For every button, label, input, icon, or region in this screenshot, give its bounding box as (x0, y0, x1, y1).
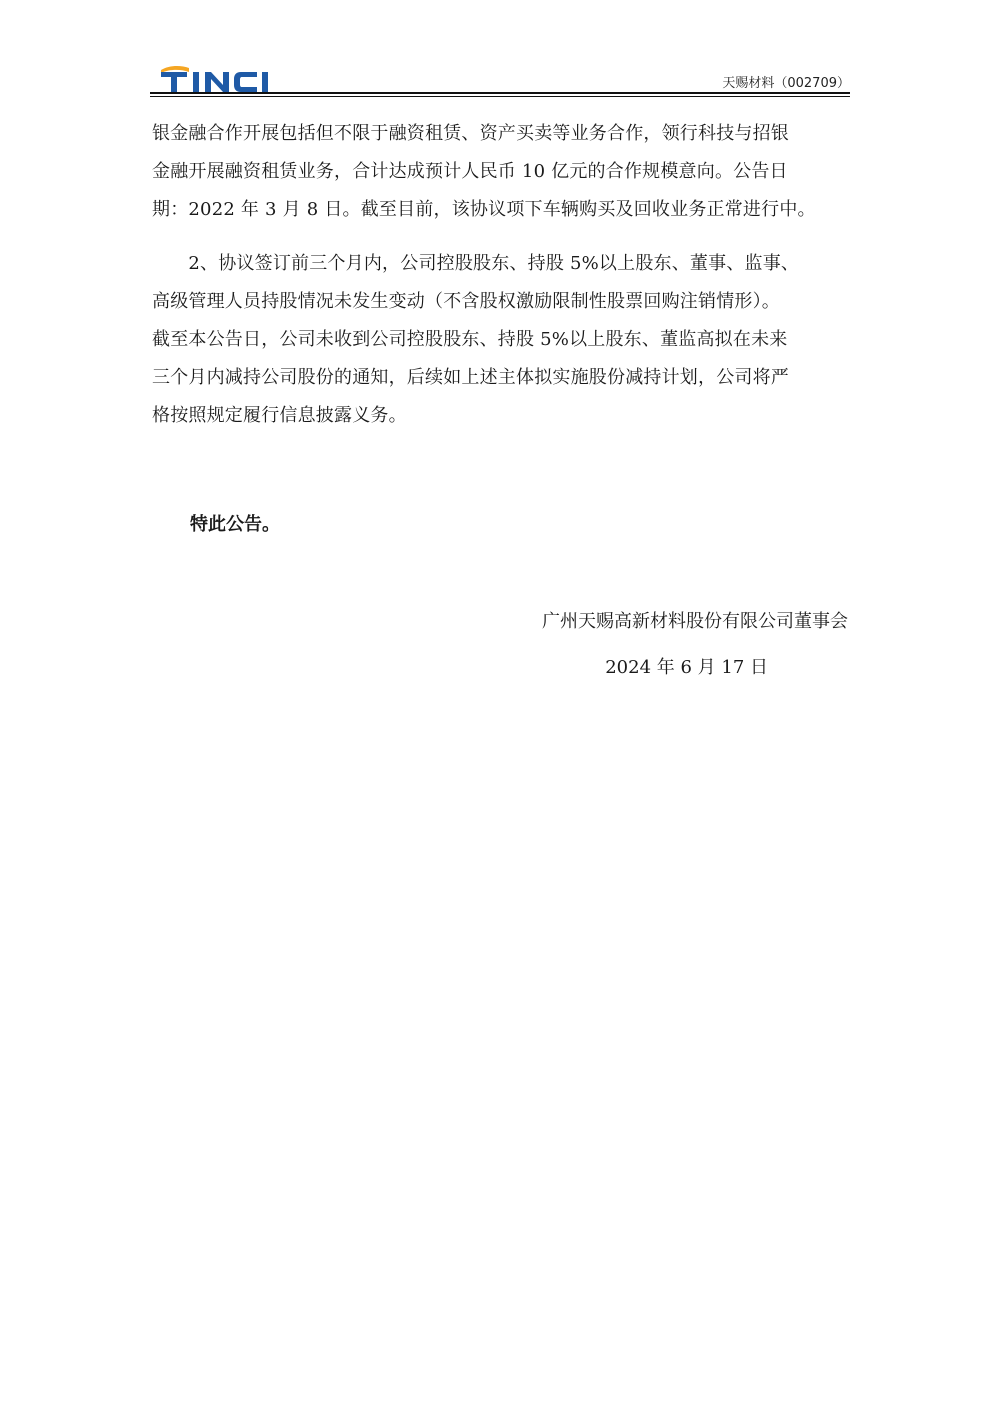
paragraph-line: 银金融合作开展包括但不限于融资租赁、资产买卖等业务合作，领行科技与招银 (152, 123, 789, 144)
paragraph-line: 高级管理人员持股情况未发生变动（不含股权激励限制性股票回购注销情形）。 (152, 291, 780, 312)
company-code-label: 天赐材料（002709） (722, 76, 850, 91)
paragraph-line: 截至本公告日，公司未收到公司控股股东、持股 5%以上股东、董监高拟在未来 (152, 329, 788, 350)
paragraph-line: 金融开展融资租赁业务，合计达成预计人民币 10 亿元的合作规模意向。公告日 (152, 161, 788, 182)
tinci-logo-icon (159, 64, 289, 94)
closing-statement: 特此公告。 (190, 514, 280, 535)
header-divider-thin (150, 96, 850, 97)
company-logo (159, 64, 289, 94)
paragraph-line: 2、协议签订前三个月内，公司控股股东、持股 5%以上股东、董事、监事、 (152, 253, 800, 274)
paragraph-line: 期：2022 年 3 月 8 日。截至目前，该协议项下车辆购买及回收业务正常进行中。 (152, 199, 816, 220)
paragraph-line: 三个月内减持公司股份的通知，后续如上述主体拟实施股份减持计划，公司将严 (152, 367, 789, 388)
header-divider-thick (150, 92, 850, 94)
signature-date: 2024 年 6 月 17 日 (605, 657, 768, 678)
page-header (150, 56, 850, 96)
paragraph-line: 格按照规定履行信息披露义务。 (152, 405, 407, 426)
signature-company: 广州天赐高新材料股份有限公司董事会 (542, 611, 848, 632)
paragraph-1 (152, 115, 852, 229)
paragraph-2 (152, 245, 852, 435)
